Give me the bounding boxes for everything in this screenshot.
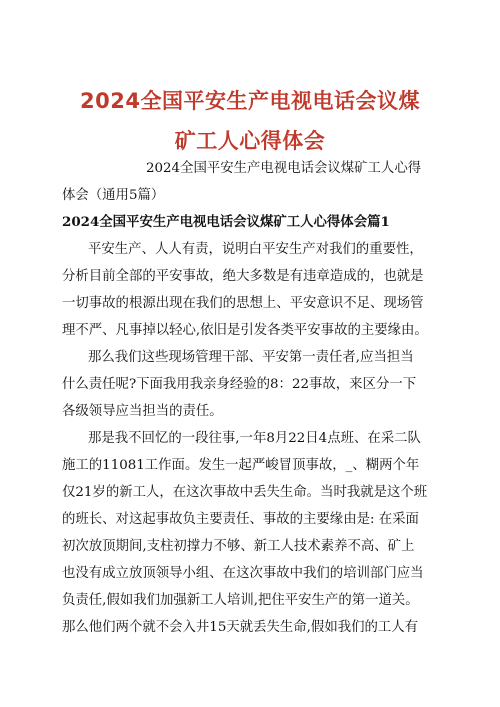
paragraph-line: 也没有成立放顶领导小组、在这次事故中我们的培训部门应当	[62, 566, 424, 581]
paragraph-line: 那么他们两个就不会入井15天就丢失生命,假如我们的工人有	[62, 620, 419, 635]
paragraph-line: 各级领导应当担当的责任。	[62, 404, 223, 419]
paragraph-line: 的班长、对这起事故负主要责任、事故的主要缘由是: 在采面	[62, 512, 419, 527]
document-title-line-2: 矿工人心得体会	[174, 129, 326, 153]
section-heading: 2024全国平安生产电视电话会议煤矿工人心得体会篇1	[62, 214, 390, 230]
paragraph-line: 分析目前全部的平安事故，绝大多数是有违章造成的，也就是	[62, 269, 424, 284]
paragraph-line: 什么责任呢?下面我用我亲身经验的8：22事故，来区分一下	[62, 377, 417, 392]
paragraph-line: 一切事故的根源出现在我们的思想上、平安意识不足、现场管	[62, 296, 424, 311]
paragraph-line: 平安生产、人人有责，说明白平安生产对我们的重要性，	[88, 242, 423, 257]
paragraph-line: 施工的11081工作面。发生一起严峻冒顶事故，_、糊两个年	[62, 458, 420, 473]
document-subtitle-line-1: 2024全国平安生产电视电话会议煤矿工人心得	[146, 161, 422, 176]
paragraph-line: 那么我们这些现场管理干部、平安第一责任者,应当担当	[88, 350, 414, 365]
paragraph-line: 负责任,假如我们加强新工人培训,把住平安生产的第一道关。	[62, 593, 419, 608]
paragraph-line: 理不严、凡事掉以轻心,依旧是引发各类平安事故的主要缘由。	[62, 323, 428, 338]
document-subtitle-line-2: 体会（通用5篇）	[62, 188, 165, 203]
paragraph-line: 初次放顶期间,支柱初撑力不够、新工人技术素养不高、矿上	[62, 539, 415, 554]
paragraph-line: 仅21岁的新工人，在这次事故中丢失生命。当时我就是这个班	[62, 485, 428, 500]
paragraph-line: 那是我不回忆的一段往事,一年8月22日4点班、在采二队	[88, 431, 421, 446]
document-title-line-1: 2024全国平安生产电视电话会议煤	[80, 89, 420, 113]
